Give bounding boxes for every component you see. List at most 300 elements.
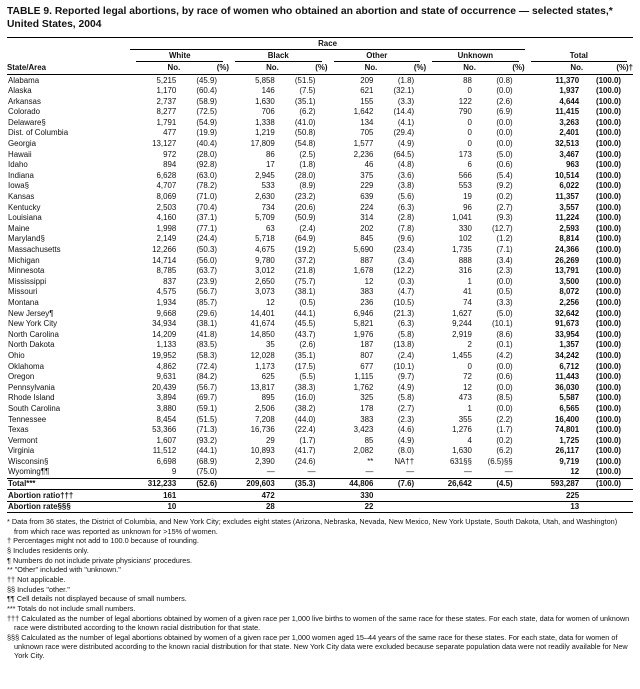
percent-cell: (72.4) <box>196 361 217 371</box>
count-cell: 173 <box>458 149 472 159</box>
count-cell: 134 <box>360 117 374 127</box>
table-row <box>7 86 633 97</box>
footnote: §§ Includes "other." <box>7 584 70 594</box>
percent-cell: (100.0) <box>595 192 621 202</box>
percent-cell: (60.4) <box>196 86 217 96</box>
table-row <box>7 75 633 86</box>
table-row <box>7 287 633 298</box>
percent-cell: (0.0) <box>496 403 513 413</box>
percent-cell: (1.8) <box>397 75 415 85</box>
count-cell: 12 <box>364 276 374 286</box>
count-cell: 46 <box>364 160 374 170</box>
count-cell: 6,628 <box>156 170 177 180</box>
count-cell: 11,415 <box>555 107 580 117</box>
state-label: Oklahoma <box>8 361 44 371</box>
percent-cell: (9.6) <box>397 234 415 244</box>
percent-cell: (1.8) <box>299 160 316 170</box>
count-cell: 1,357 <box>559 340 580 350</box>
state-label: Maine <box>8 223 30 233</box>
state-label: Kansas <box>8 192 35 202</box>
table-row <box>7 107 633 118</box>
state-label: Missouri <box>8 287 38 297</box>
percent-cell: (10.1) <box>492 319 513 329</box>
count-cell: 11,443 <box>555 372 580 382</box>
race-header-row <box>7 38 633 50</box>
count-cell: 888 <box>458 255 472 265</box>
state-label: Delaware§ <box>8 117 46 127</box>
count-cell: 9,719 <box>559 456 580 466</box>
count-cell: 16,736 <box>250 425 275 435</box>
percent-cell: (100.0) <box>595 266 621 276</box>
percent-cell: (0.0) <box>496 128 513 138</box>
count-cell: 96 <box>463 202 472 212</box>
percent-cell: (28.0) <box>196 149 217 159</box>
count-cell: 2,630 <box>255 192 275 202</box>
count-cell: 53,366 <box>152 425 177 435</box>
percent-cell: (37.2) <box>294 255 316 265</box>
state-label: Indiana <box>8 170 34 180</box>
percent-cell: (100.0) <box>595 181 621 191</box>
percent-cell <box>180 490 229 502</box>
percent-cell: (71.3) <box>196 425 217 435</box>
percent-cell: (100.0) <box>595 308 621 318</box>
count-cell: 383 <box>360 414 374 424</box>
percent-cell: (100.0) <box>595 170 621 180</box>
count-cell: 355 <box>458 414 472 424</box>
count-cell: 74,801 <box>554 425 580 435</box>
count-cell: 1,678 <box>353 266 374 276</box>
count-cell: 11,357 <box>555 192 580 202</box>
table-row <box>7 393 633 404</box>
col-no-header: No. <box>130 62 180 75</box>
table-row <box>7 435 633 446</box>
percent-cell: (2.7) <box>397 403 415 413</box>
count-cell: 0 <box>467 128 472 138</box>
percent-cell: (70.4) <box>196 202 217 212</box>
table-row <box>7 128 633 139</box>
percent-cell: (100.0) <box>595 340 621 350</box>
percent-cell: (100.0) <box>595 350 621 360</box>
count-cell: 1,607 <box>156 435 177 445</box>
percent-cell: (17.5) <box>294 361 316 371</box>
state-label: South Carolina <box>8 403 61 413</box>
count-cell: 8,454 <box>156 414 177 424</box>
percent-cell: (12.7) <box>492 223 513 233</box>
percent-cell: (29.4) <box>393 128 415 138</box>
percent-cell: (0.6) <box>496 160 513 170</box>
count-cell: 209 <box>360 75 374 85</box>
subheader-row <box>7 62 633 75</box>
count-cell: 4,862 <box>156 361 177 371</box>
percent-cell: (29.6) <box>196 308 217 318</box>
count-cell: 3,557 <box>559 202 580 212</box>
count-cell: 2,945 <box>255 170 275 180</box>
count-cell: 887 <box>360 255 374 265</box>
table-row <box>7 117 633 128</box>
group-header-row <box>7 50 633 63</box>
state-label: Wisconsin§ <box>8 456 49 466</box>
percent-cell: (19.2) <box>294 245 316 254</box>
count-cell: 35 <box>266 340 275 350</box>
percent-cell: (4.6) <box>397 425 415 435</box>
count-cell: 1,219 <box>255 128 275 138</box>
percent-cell: (14.4) <box>393 107 415 117</box>
count-cell: 41,674 <box>250 319 275 329</box>
percent-cell: (6.3) <box>397 202 415 212</box>
table-row <box>7 297 633 308</box>
percent-cell: (3.4) <box>496 255 513 265</box>
percent-cell: (100.0) <box>595 107 621 117</box>
count-cell: 330 <box>458 223 472 233</box>
percent-cell: (0.1) <box>496 340 513 350</box>
count-cell: 102 <box>458 234 472 244</box>
percent-cell: (44.0) <box>294 414 316 424</box>
percent-cell: (44.1) <box>196 446 217 456</box>
percent-cell: (100.0) <box>595 234 621 244</box>
percent-cell: (9.3) <box>496 213 513 223</box>
count-cell: 1,173 <box>255 361 275 371</box>
count-cell: 1,630 <box>452 446 472 456</box>
percent-cell: (54.8) <box>294 139 316 149</box>
percent-cell: (2.6) <box>496 96 513 106</box>
count-cell: 2,919 <box>452 329 472 339</box>
state-label: Texas <box>8 425 29 435</box>
count-cell: 325 <box>360 393 374 403</box>
count-cell: — <box>365 467 374 477</box>
percent-cell: (0.0) <box>496 86 513 96</box>
count-cell: 5,858 <box>255 75 275 85</box>
state-label: Montana <box>8 297 39 307</box>
percent-cell: (4.7) <box>397 287 415 297</box>
percent-cell: (5.8) <box>397 393 415 403</box>
count-cell: 972 <box>163 149 177 159</box>
percent-cell: (100.0) <box>595 361 621 371</box>
footnote: ** "Other" included with "unknown." <box>7 565 121 575</box>
count-cell: 26,642 <box>426 478 476 490</box>
count-cell: 6 <box>467 160 472 170</box>
table-row <box>7 202 633 213</box>
col-group-total <box>525 50 633 63</box>
percent-cell: (100.0) <box>595 245 621 254</box>
count-cell: 1,762 <box>353 382 374 392</box>
state-label: Rhode Island <box>8 393 55 403</box>
count-cell: 4,707 <box>156 181 177 191</box>
count-cell: 837 <box>163 276 177 286</box>
count-cell: 202 <box>360 223 374 233</box>
state-label: Wyoming¶¶ <box>8 467 50 477</box>
count-cell: 72 <box>463 372 472 382</box>
percent-cell: (3.8) <box>397 181 415 191</box>
percent-cell: (7.1) <box>496 245 513 254</box>
table-row <box>7 446 633 457</box>
race-group-header: Race <box>130 38 524 50</box>
count-cell: 91,673 <box>554 319 580 329</box>
percent-cell: (2.3) <box>496 266 513 276</box>
count-cell: 4,644 <box>559 96 580 106</box>
count-cell: 375 <box>360 170 374 180</box>
percent-cell: (1.7) <box>299 435 316 445</box>
percent-cell: (50.8) <box>294 128 316 138</box>
count-cell: 122 <box>458 96 472 106</box>
count-cell: 593,287 <box>525 478 583 490</box>
percent-cell: (100.0) <box>595 467 621 477</box>
percent-cell: (85.7) <box>196 297 217 307</box>
footnote: ††† Calculated as the number of legal abortions obtained by women of a given race per 1,000 live births to women of the same race for these states. For each state, data for women of unknown race were distributed according to the known racial distribution for that state. <box>7 613 630 633</box>
table-row <box>7 414 633 425</box>
table-row <box>7 96 633 107</box>
percent-cell: (63.0) <box>196 170 217 180</box>
percent-cell: (2.4) <box>397 350 415 360</box>
count-cell: 1,998 <box>156 223 177 233</box>
footnote: ¶ Numbers do not include private physicians' procedures. <box>7 555 192 565</box>
col-group-other-label: Other <box>334 50 421 62</box>
percent-cell: (38.3) <box>294 382 316 392</box>
percent-cell: NA†† <box>394 456 415 466</box>
table-row <box>7 181 633 192</box>
count-cell: 477 <box>163 128 177 138</box>
state-label: Vermont <box>8 435 38 445</box>
footnote: * Data from 36 states, the District of Columbia, and New York City; excludes eight states (Arizona, Nebraska, Nevada, New Mexico, New York Upstate, South Dakota, Utah, and Washington) from which race was reported as unknown for >15% of women. <box>7 517 618 536</box>
percent-cell: (100.0) <box>595 213 621 223</box>
table-row <box>7 372 633 383</box>
table-row <box>7 213 633 224</box>
count-cell <box>426 501 476 513</box>
percent-cell: (4.9) <box>397 435 415 445</box>
col-no-header: No. <box>525 62 583 75</box>
percent-cell: (4.9) <box>397 139 415 149</box>
table-row <box>7 139 633 150</box>
count-cell: 10,514 <box>554 170 580 180</box>
percent-cell: (6.3) <box>397 319 415 329</box>
percent-cell: (45.9) <box>196 75 217 85</box>
count-cell: 10 <box>130 501 180 513</box>
count-cell: 677 <box>360 361 374 371</box>
count-cell: 14,401 <box>250 308 275 318</box>
count-cell: 3,073 <box>255 287 275 297</box>
percent-cell: (100.0) <box>595 128 621 138</box>
percent-cell: (100.0) <box>595 117 621 127</box>
percent-cell: (69.7) <box>196 393 217 403</box>
count-cell: 312,233 <box>130 478 180 490</box>
count-cell: 4,675 <box>255 245 275 254</box>
state-label: Mississippi <box>8 276 47 286</box>
blank-header-cell <box>7 38 130 50</box>
state-label: Idaho <box>8 160 28 170</box>
percent-cell: (100.0) <box>595 255 621 265</box>
table-row <box>7 192 633 203</box>
percent-cell: (75.0) <box>196 467 217 477</box>
count-cell: 10,893 <box>250 446 275 456</box>
percent-cell: (100.0) <box>595 403 621 413</box>
col-group-other <box>328 50 427 63</box>
count-cell: 11,370 <box>555 75 580 85</box>
percent-cell: (6.9) <box>496 107 513 117</box>
count-cell: 3,500 <box>559 276 580 286</box>
col-no-header: No. <box>229 62 279 75</box>
percent-cell: (100.0) <box>595 297 621 307</box>
percent-cell: (100.0) <box>595 456 621 466</box>
count-cell: 13 <box>525 501 583 513</box>
table-row <box>7 160 633 171</box>
state-label: Virginia <box>8 446 35 456</box>
percent-cell: (5.0) <box>496 149 513 159</box>
percent-cell: (51.5) <box>294 75 316 85</box>
percent-cell: (8.0) <box>397 446 415 456</box>
count-cell: 12 <box>570 467 580 477</box>
col-pct-header: (%) <box>279 62 328 75</box>
percent-cell: (100.0) <box>595 329 621 339</box>
percent-cell: (28.0) <box>294 170 316 180</box>
table-row <box>7 361 633 372</box>
percent-cell: (12.2) <box>393 266 415 276</box>
count-cell: 2,256 <box>559 297 580 307</box>
table-row <box>7 255 633 266</box>
percent-cell: (2.4) <box>299 223 316 233</box>
count-cell: 2,593 <box>559 223 580 233</box>
count-cell: 85 <box>364 435 374 445</box>
count-cell: 1,630 <box>255 96 275 106</box>
count-cell: 5,718 <box>255 234 275 244</box>
percent-cell: (0.0) <box>496 139 513 149</box>
count-cell: 1,041 <box>452 213 472 223</box>
count-cell: 187 <box>360 340 374 350</box>
count-cell: 807 <box>360 350 374 360</box>
count-cell: 12 <box>463 382 472 392</box>
count-cell: 533 <box>261 181 275 191</box>
percent-cell: (56.7) <box>196 287 217 297</box>
percent-cell: (100.0) <box>595 414 621 424</box>
count-cell: 4,575 <box>156 287 177 297</box>
footnote: † Percentages might not add to 100.0 because of rounding. <box>7 536 199 546</box>
count-cell: 2,149 <box>156 234 177 244</box>
count-cell: 1,937 <box>559 86 580 96</box>
percent-cell: (21.3) <box>393 308 415 318</box>
count-cell: 6,565 <box>559 403 580 413</box>
state-label: Dist. of Columbia <box>8 128 69 138</box>
percent-cell: (4.5) <box>476 478 525 490</box>
percent-cell: (2.8) <box>397 213 415 223</box>
percent-cell: (100.0) <box>595 223 621 233</box>
state-label: Tennessee <box>8 414 47 424</box>
percent-cell: (10.1) <box>393 361 415 371</box>
table-row <box>7 223 633 234</box>
state-label: Arkansas <box>8 96 41 106</box>
table-row <box>7 319 633 330</box>
percent-cell: (5.0) <box>496 308 513 318</box>
count-cell: 0 <box>467 117 472 127</box>
percent-cell: (100.0) <box>595 287 621 297</box>
count-cell: 32,642 <box>554 308 580 318</box>
count-cell: 88 <box>463 75 472 85</box>
col-group-black <box>229 50 328 63</box>
percent-cell <box>583 501 633 513</box>
percent-cell: (19.9) <box>196 128 217 138</box>
table-row <box>7 467 633 478</box>
count-cell: 17 <box>266 160 275 170</box>
blank-header-cell <box>7 50 130 63</box>
count-cell: 155 <box>360 96 374 106</box>
count-cell: 12 <box>266 297 275 307</box>
count-cell: 473 <box>458 393 472 403</box>
footnote: ¶¶ Cell details not displayed because of small numbers. <box>7 594 187 604</box>
percent-cell <box>377 501 426 513</box>
percent-cell: (6.2) <box>496 446 513 456</box>
percent-cell: (35.1) <box>294 96 316 106</box>
count-cell: 229 <box>360 181 374 191</box>
state-label: Michigan <box>8 255 40 265</box>
count-cell: 22 <box>328 501 378 513</box>
percent-cell: (100.0) <box>595 86 621 96</box>
percent-cell: (64.5) <box>393 149 415 159</box>
percent-cell: (38.1) <box>196 319 217 329</box>
percent-cell: (3.3) <box>397 96 415 106</box>
count-cell: 36,030 <box>554 382 580 392</box>
state-label: Louisiana <box>8 213 42 223</box>
count-cell: 44,806 <box>328 478 378 490</box>
percent-cell <box>476 501 525 513</box>
count-cell: 13,817 <box>250 382 275 392</box>
count-cell: 2,737 <box>156 96 177 106</box>
footnotes <box>7 517 633 660</box>
count-cell: 28 <box>229 501 279 513</box>
count-cell: 1,338 <box>255 117 275 127</box>
count-cell: 236 <box>360 297 374 307</box>
table-row <box>7 340 633 351</box>
percent-cell: (5.6) <box>397 192 415 202</box>
count-cell: 26,117 <box>555 446 580 456</box>
percent-cell: (72.5) <box>196 107 217 117</box>
percent-cell: (23.2) <box>294 192 316 202</box>
col-pct-total-header: (%)† <box>583 62 633 75</box>
col-group-unknown <box>426 50 525 63</box>
count-cell: 566 <box>458 170 472 180</box>
table-title: TABLE 9. Reported legal abortions, by race of women who obtained an abortion and state of occurrence — selected states,* United States, 2004 <box>7 6 613 30</box>
table-row <box>7 329 633 340</box>
count-cell: 20,439 <box>152 382 177 392</box>
count-cell: 1,627 <box>452 308 472 318</box>
percent-cell: (100.0) <box>595 319 621 329</box>
count-cell: 3,263 <box>559 117 580 127</box>
percent-cell: (100.0) <box>595 75 621 85</box>
count-cell: 790 <box>458 107 472 117</box>
count-cell: 2,401 <box>559 128 580 138</box>
table-row <box>7 266 633 277</box>
percent-cell <box>583 490 633 502</box>
percent-cell: (5.8) <box>397 329 415 339</box>
count-cell: 9,780 <box>255 255 275 265</box>
count-cell: 0 <box>467 86 472 96</box>
count-cell: 3,012 <box>255 266 275 276</box>
percent-cell: (24.6) <box>294 456 316 466</box>
percent-cell: (56.0) <box>196 255 217 265</box>
percent-cell: (1.7) <box>496 425 513 435</box>
count-cell: 26,269 <box>554 255 580 265</box>
percent-cell: (100.0) <box>595 96 621 106</box>
count-cell: 19,952 <box>152 350 177 360</box>
table-row <box>7 478 633 490</box>
count-cell: 621 <box>360 86 374 96</box>
count-cell: 8,814 <box>559 234 580 244</box>
state-area-header: State/Area <box>7 62 130 75</box>
blank-header-cell <box>525 38 633 50</box>
count-cell: 553 <box>458 181 472 191</box>
percent-cell: (41.8) <box>196 329 217 339</box>
table-row <box>7 382 633 393</box>
percent-cell: (68.9) <box>196 456 217 466</box>
col-group-unknown-label: Unknown <box>432 50 519 62</box>
percent-cell <box>279 490 328 502</box>
count-cell: 178 <box>360 403 374 413</box>
